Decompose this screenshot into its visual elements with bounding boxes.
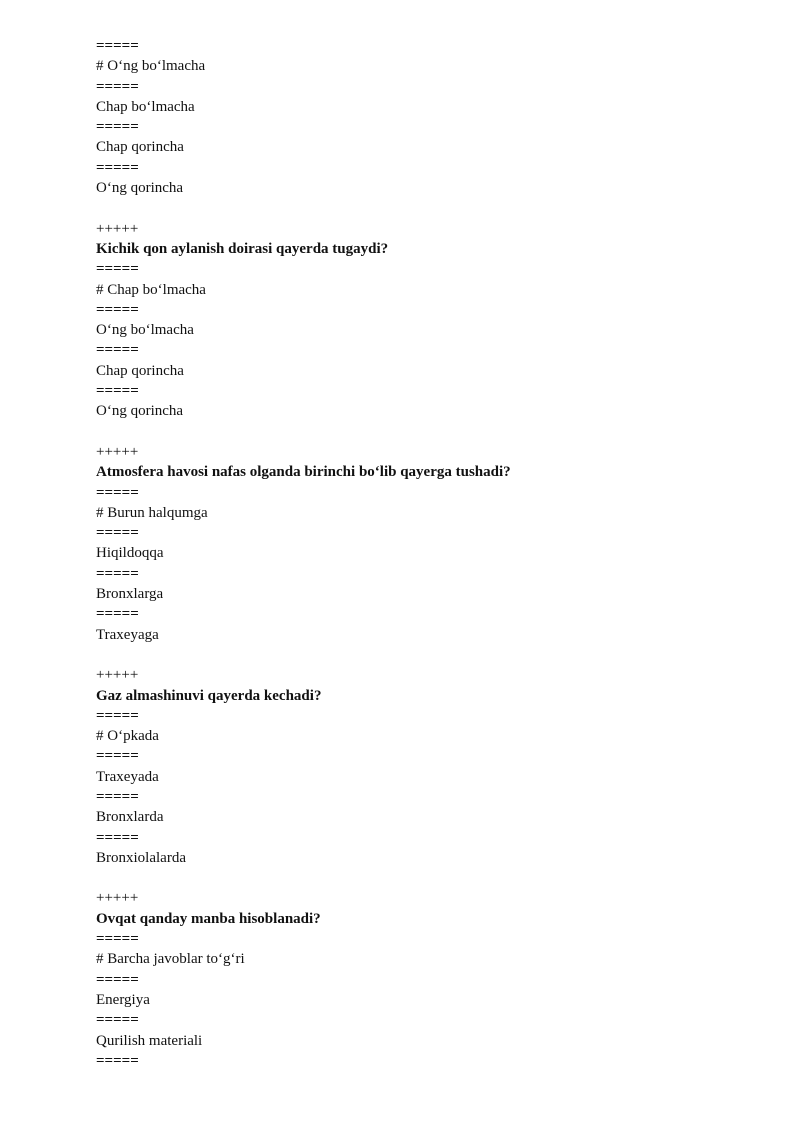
answer-option: Traxeyaga [96,626,159,643]
option-separator: ===== [96,383,139,400]
option-separator: ===== [96,78,139,95]
answer-option: Energiya [96,991,150,1008]
option-separator: ===== [96,159,139,176]
answer-option: O‘ng qorincha [96,403,184,420]
option-separator: ===== [96,606,139,623]
option-separator: ===== [96,525,139,542]
option-separator: ===== [96,484,139,501]
question-text: Atmosfera havosi nafas olganda birinchi bo‘lib qayerga tushadi? [96,464,511,481]
option-separator: ===== [96,931,139,948]
option-separator: ===== [96,707,139,724]
question-text: Ovqat qanday manba hisoblanadi? [96,910,321,927]
option-separator: ===== [96,829,139,846]
option-separator: ===== [96,1012,139,1029]
option-separator: ===== [96,301,139,318]
question-text: Gaz almashinuvi qayerda kechadi? [96,687,322,704]
answer-option: Traxeyada [96,768,159,785]
option-separator: ===== [96,261,139,278]
answer-option-correct: # Chap bo‘lmacha [96,281,206,298]
option-separator: ===== [96,119,139,136]
question-separator: +++++ [96,667,139,684]
document-page [96,36,716,1071]
answer-option: O‘ng qorincha [96,180,184,197]
option-separator: ===== [96,342,139,359]
answer-option-correct: # Barcha javoblar to‘g‘ri [96,951,245,968]
answer-option: Chap qorincha [96,139,184,156]
option-separator: ===== [96,1052,139,1069]
option-separator: ===== [96,788,139,805]
answer-option: Chap qorincha [96,362,184,379]
option-separator: ===== [96,971,139,988]
answer-option: Bronxlarda [96,809,164,826]
answer-option-correct: # Burun halqumga [96,504,208,521]
answer-option: Bronxlarga [96,586,164,603]
answer-option: Qurilish materiali [96,1032,203,1049]
answer-option-correct: # O‘ng bo‘lmacha [96,58,206,75]
question-separator: +++++ [96,890,139,907]
option-separator: ===== [96,565,139,582]
question-text: Kichik qon aylanish doirasi qayerda tugaydi? [96,240,389,257]
option-separator: ===== [96,38,139,54]
question-separator: +++++ [96,220,139,237]
answer-option-correct: # O‘pkada [96,728,159,745]
option-separator: ===== [96,748,139,765]
answer-option: O‘ng bo‘lmacha [96,322,194,339]
answer-option: Chap bo‘lmacha [96,98,195,115]
answer-option: Bronxiolalarda [96,849,186,866]
question-separator: +++++ [96,443,139,460]
answer-option: Hiqildoqqa [96,545,164,562]
